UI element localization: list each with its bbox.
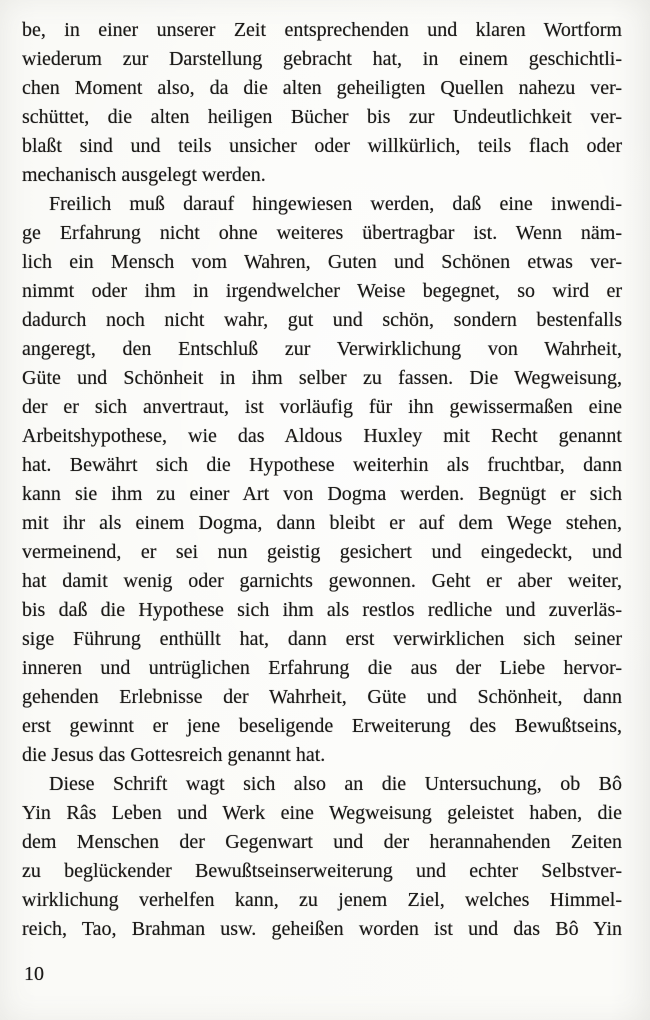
- text-line: Yin Râs Leben und Werk eine Wegweisung geleistet haben, die: [22, 802, 622, 824]
- paragraph: [22, 770, 622, 944]
- text-line: die Jesus das Gottesreich genannt hat.: [22, 744, 326, 766]
- text-line: vermeinend, er sei nun geistig gesichert und eingedeckt, und: [22, 541, 622, 563]
- text-line: mechanisch ausgelegt werden.: [22, 164, 266, 186]
- text-line: schüttet, die alten heiligen Bücher bis zur Undeutlichkeit ver-: [22, 106, 622, 128]
- text-line: nimmt oder ihm in irgendwelcher Weise begegnet, so wird er: [22, 280, 622, 302]
- text-line: blaßt sind und teils unsicher oder willkürlich, teils flach oder: [22, 135, 622, 157]
- paragraph: [22, 16, 622, 190]
- text-line: reich, Tao, Brahman usw. geheißen worden ist und das Bô Yin: [22, 918, 622, 940]
- paragraph: [22, 190, 622, 770]
- text-line: ge Erfahrung nicht ohne weiteres übertragbar ist. Wenn näm-: [22, 222, 622, 244]
- text-line: zu beglückender Bewußtseinserweiterung und echter Selbstver-: [22, 860, 622, 882]
- text-line: angeregt, den Entschluß zur Verwirklichung von Wahrheit,: [22, 338, 622, 360]
- text-line: wiederum zur Darstellung gebracht hat, in einem geschichtli-: [22, 48, 622, 70]
- text-line: bis daß die Hypothese sich ihm als restlos redliche und zuverläs-: [22, 599, 622, 621]
- text-line: Güte und Schönheit in ihm selber zu fassen. Die Wegweisung,: [22, 367, 622, 389]
- text-line: mit ihr als einem Dogma, dann bleibt er auf dem Wege stehen,: [22, 512, 622, 534]
- text-line: be, in einer unserer Zeit entsprechenden und klaren Wortform: [22, 19, 622, 41]
- text-line: dadurch noch nicht wahr, gut und schön, sondern bestenfalls: [22, 309, 622, 331]
- text-line: gehenden Erlebnisse der Wahrheit, Güte und Schönheit, dann: [22, 686, 622, 708]
- text-line: sige Führung enthüllt hat, dann erst verwirklichen sich seiner: [22, 628, 622, 650]
- text-line: inneren und untrüglichen Erfahrung die aus der Liebe hervor-: [22, 657, 622, 679]
- text-line: dem Menschen der Gegenwart und der herannahenden Zeiten: [22, 831, 622, 853]
- text-line: hat damit wenig oder garnichts gewonnen. Geht er aber weiter,: [22, 570, 622, 592]
- text-block: [22, 16, 622, 944]
- text-line: wirklichung verhelfen kann, zu jenem Ziel, welches Himmel-: [22, 889, 622, 911]
- text-line: kann sie ihm zu einer Art von Dogma werden. Begnügt er sich: [22, 483, 622, 505]
- text-line: Diese Schrift wagt sich also an die Untersuchung, ob Bô: [49, 773, 622, 795]
- text-line: hat. Bewährt sich die Hypothese weiterhin als fruchtbar, dann: [22, 454, 622, 476]
- text-line: Arbeitshypothese, wie das Aldous Huxley mit Recht genannt: [22, 425, 622, 447]
- text-line: lich ein Mensch vom Wahren, Guten und Schönen etwas ver-: [22, 251, 622, 273]
- text-line: chen Moment also, da die alten geheiligten Quellen nahezu ver-: [22, 77, 622, 99]
- text-line: erst gewinnt er jene beseligende Erweiterung des Bewußtseins,: [22, 715, 622, 737]
- text-line: der er sich anvertraut, ist vorläufig für ihn gewissermaßen eine: [22, 396, 622, 418]
- page-number: 10: [24, 963, 44, 985]
- text-line: Freilich muß darauf hingewiesen werden, daß eine inwendi-: [49, 193, 622, 215]
